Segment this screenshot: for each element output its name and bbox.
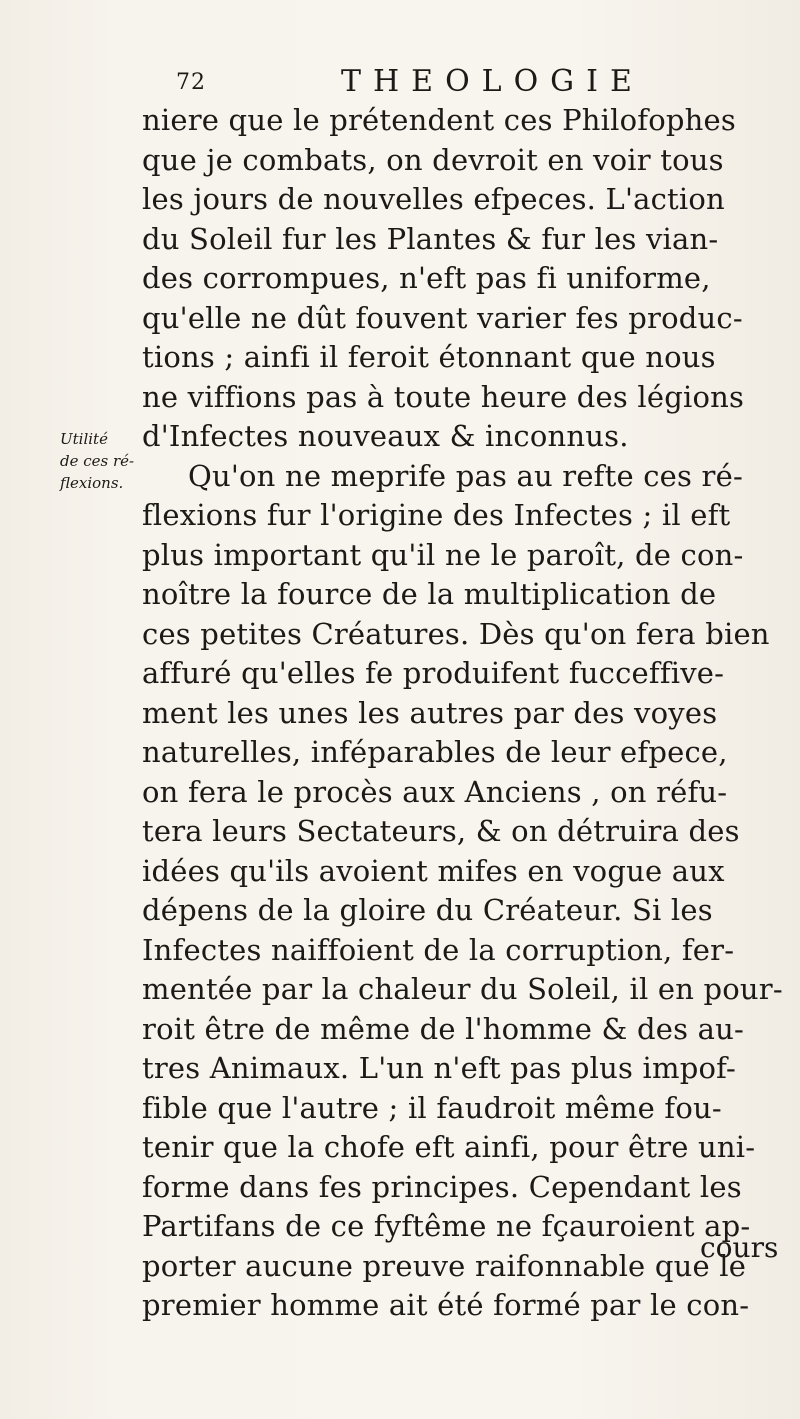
- text-line: Infectes naiffoient de la corruption, fer-: [142, 932, 735, 967]
- text-line: tera leurs Sectateurs, & on détruira des: [142, 814, 740, 848]
- text-line: fible que l'autre ; il faudroit même fou-: [142, 1090, 722, 1125]
- text-line: Qu'on ne meprife pas au refte ces ré-: [188, 458, 743, 493]
- text-line: forme dans fes principes. Cependant les: [142, 1169, 742, 1204]
- text-line: des corrompues, n'eft pas fi uniforme,: [142, 261, 711, 295]
- text-line: idées qu'ils avoient mifes en vogue aux: [142, 853, 725, 888]
- text-line: les jours de nouvelles efpeces. L'action: [142, 182, 725, 216]
- margin-note: [60, 428, 135, 494]
- text-line: niere que le prétendent ces Philofophes: [142, 103, 736, 137]
- text-line: qu'elle ne dût fouvent varier fes produc-: [142, 300, 743, 335]
- text-line: que je combats, on devroit en voir tous: [142, 142, 724, 177]
- text-line: du Soleil fur les Plantes & fur les vian-: [142, 221, 719, 256]
- text-line: mentée par la chaleur du Soleil, il en pour-: [142, 972, 783, 1006]
- text-line: tres Animaux. L'un n'eft pas plus impof-: [142, 1051, 737, 1085]
- text-line: ment les unes les autres par des voyes: [142, 695, 718, 730]
- text-line: noître la fource de la multiplication de: [142, 577, 717, 611]
- running-title: THEOLOGIE: [341, 64, 644, 99]
- margin-note-line: flexions.: [60, 474, 124, 492]
- text-line: roit être de même de l'homme & des au-: [142, 1011, 744, 1046]
- text-line: naturelles, inféparables de leur efpece,: [142, 735, 728, 769]
- text-line: d'Infectes nouveaux & inconnus.: [142, 419, 629, 453]
- body-text: [142, 101, 783, 1326]
- page-number: 72: [176, 70, 206, 95]
- text-line: ne viffions pas à toute heure des légions: [142, 379, 745, 414]
- text-line: tions ; ainfi il feroit étonnant que nous: [142, 340, 716, 374]
- text-line: flexions fur l'origine des Infectes ; il eft: [142, 498, 731, 532]
- text-line: plus important qu'il ne le paroît, de con-: [142, 537, 744, 572]
- text-line: ces petites Créatures. Dès qu'on fera bien: [142, 616, 770, 651]
- text-line: dépens de la gloire du Créateur. Si les: [142, 893, 713, 927]
- margin-note-line: de ces ré-: [60, 452, 135, 470]
- text-line: affuré qu'elles fe produifent fucceffive-: [142, 656, 725, 690]
- text-line: tenir que la chofe eft ainfi, pour être uni-: [142, 1130, 756, 1164]
- text-line: Partifans de ce fyftême ne fçauroient ap-: [142, 1209, 751, 1243]
- text-line: premier homme ait été formé par le con-: [142, 1288, 750, 1322]
- text-line: porter aucune preuve raifonnable que le: [142, 1248, 747, 1283]
- catchword: cours: [700, 1231, 779, 1264]
- text-line: on fera le procès aux Anciens , on réfu-: [142, 774, 728, 809]
- margin-note-line: Utilité: [60, 430, 108, 448]
- page-header: [176, 64, 644, 104]
